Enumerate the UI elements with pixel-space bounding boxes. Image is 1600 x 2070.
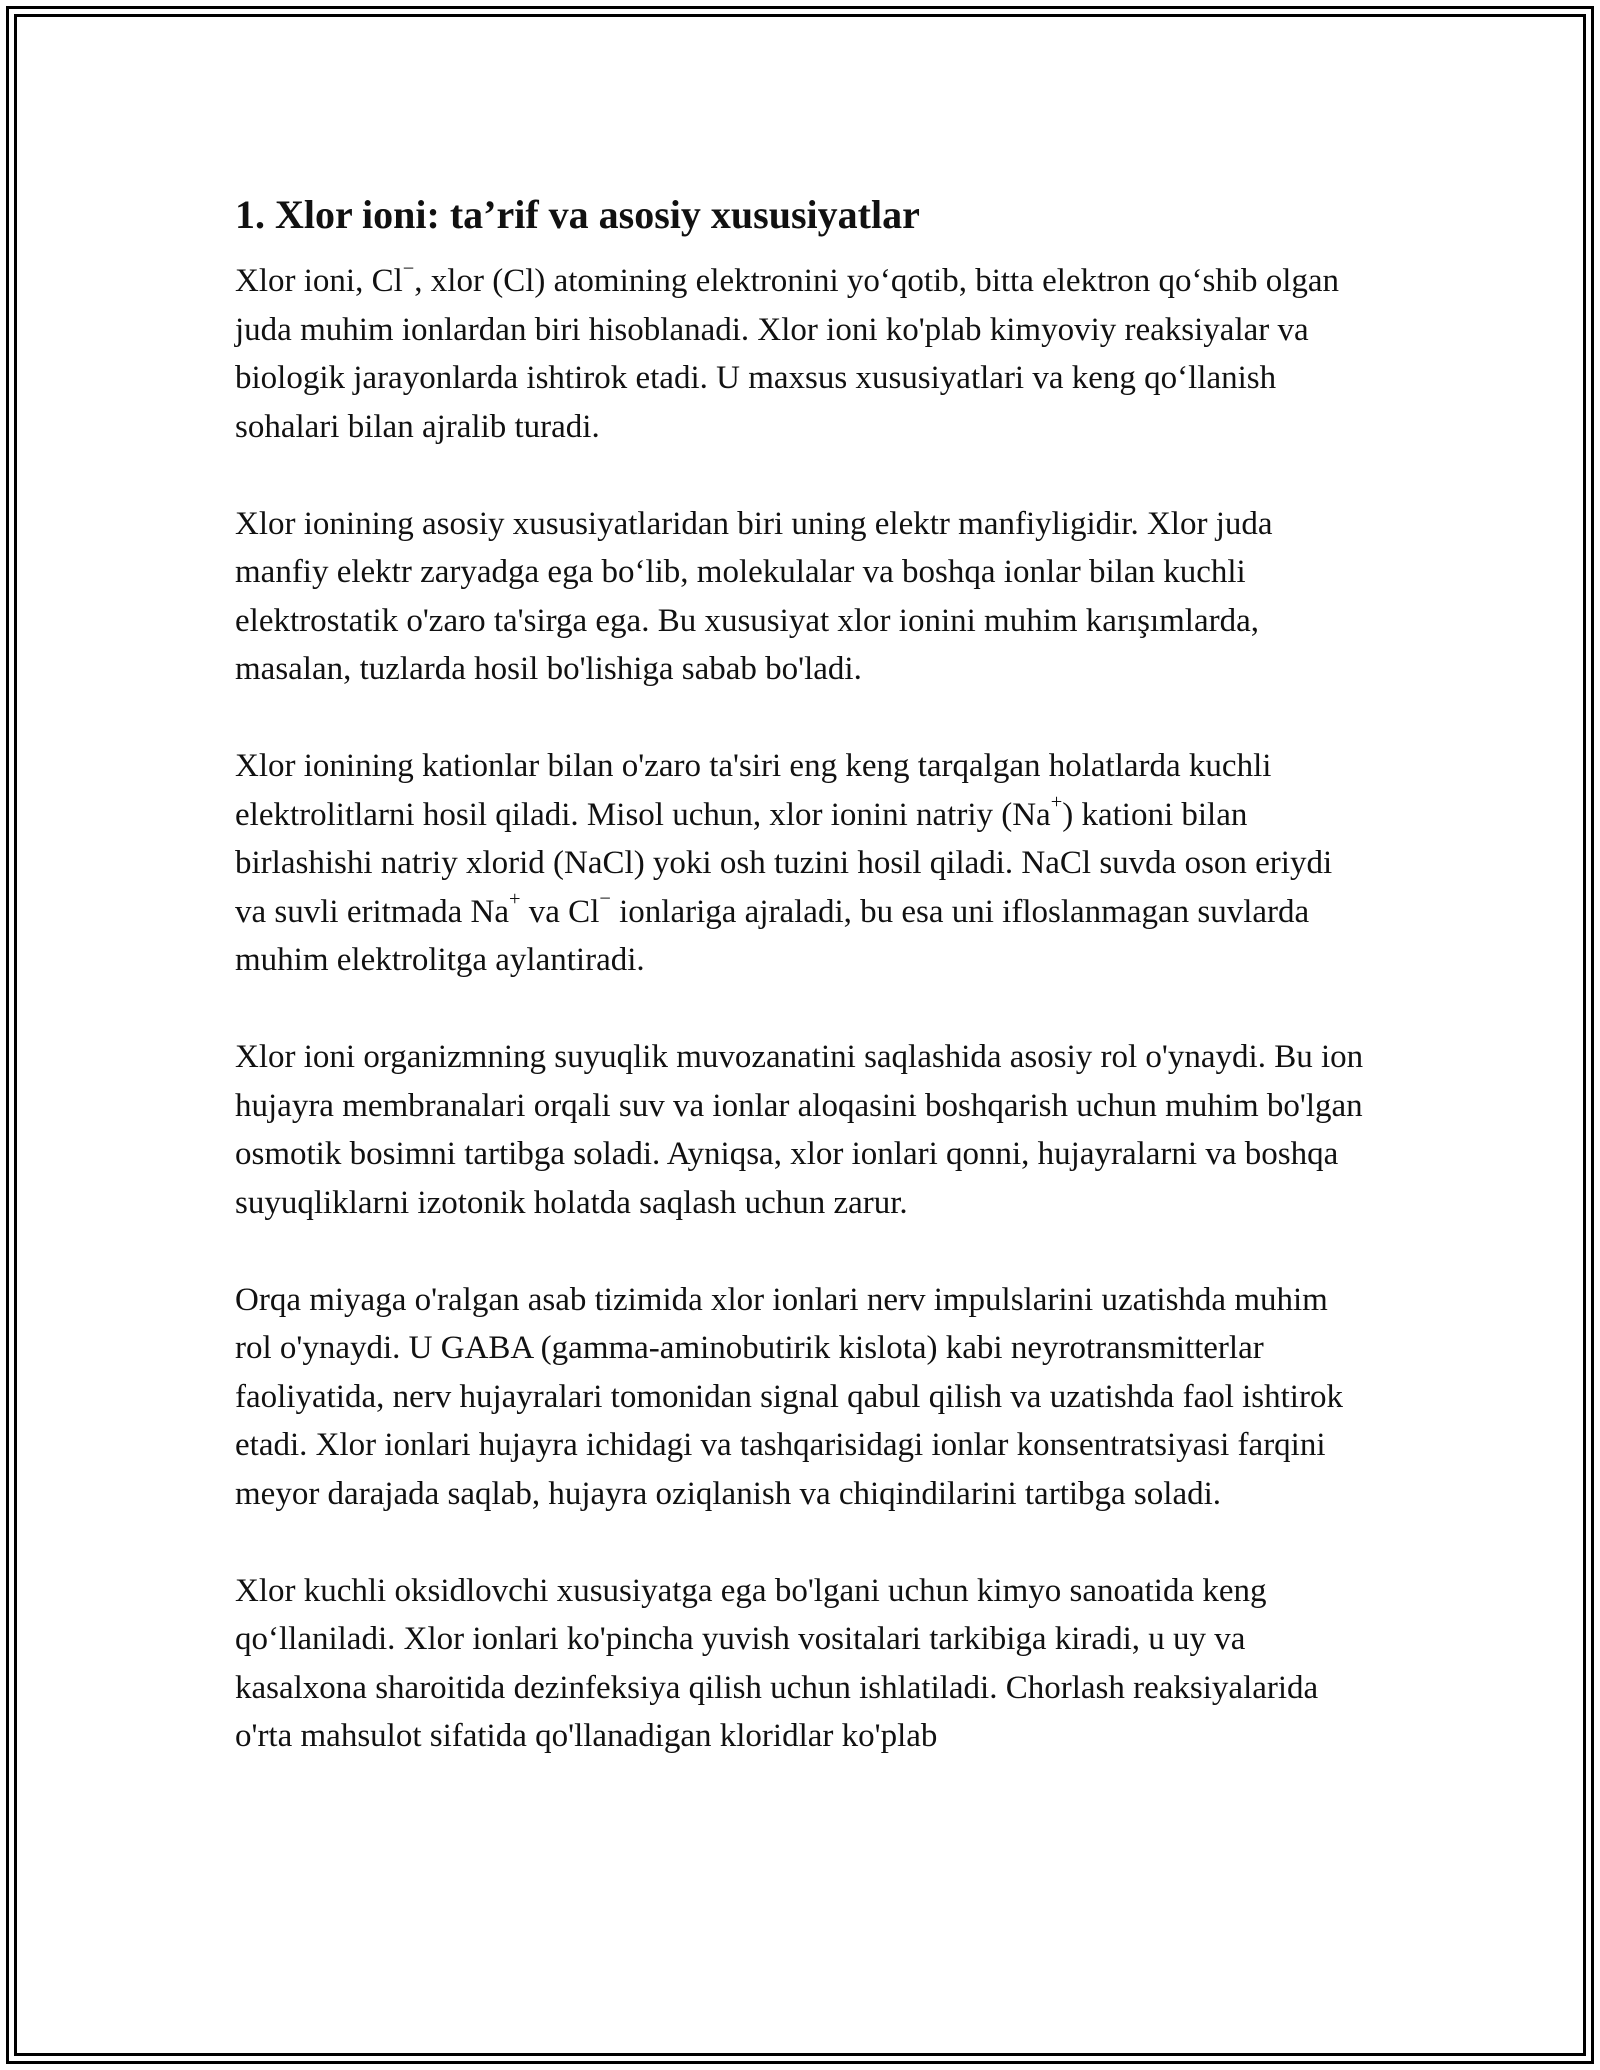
superscript-charge: +: [1050, 791, 1063, 814]
superscript-charge: −: [402, 257, 415, 280]
paragraph-industry: Xlor kuchli oksidlovchi xususiyatga ega bo'lgani uchun kimyo sanoatida keng qo‘llaniladi. Xlor ionlari ko'pincha yuvish vositalari tarkibiga kiradi, u uy va kasalxona sharoitida dezinfeksiya qilish uchun ishlatiladi. Chorlash reaksiyalarida o'rta mahsulot sifatida qo'llanadigan kloridlar ko'plab: [235, 1572, 1319, 1754]
paragraph-nervous-system: Orqa miyaga o'ralgan asab tizimida xlor ionlari nerv impulslarini uzatishda muhim rol o'ynaydi. U GABA (gamma-aminobutirik kislota) kabi neyrotransmitterlar faoliyatida, nerv hujayralari tomonidan signal qabul qilish va uzatishda faol ishtirok etadi. Xlor ionlari hujayra ichidagi va tashqarisidagi ionlar konsentratsiyasi farqini meyor darajada saqlab, hujayra oziqlanish va chiqindilarini tartibga soladi.: [235, 1281, 1343, 1512]
paragraph-electronegativity: Xlor ionining asosiy xususiyatlaridan biri uning elektr manfiyligidir. Xlor juda manfiy elektr zaryadga ega bo‘lib, molekulalar va boshqa ionlar bilan kuchli elektrostatik o'zaro ta'sirga ega. Bu xususiyat xlor ionini muhim karışımlarda, masalan, tuzlarda hosil bo'lishiga sabab bo'ladi.: [235, 505, 1273, 687]
paragraph-definition: [235, 257, 1365, 451]
section-heading: 1. Xlor ioni: ta’rif va asosiy xususiyatlar: [235, 192, 920, 237]
document-body: [235, 185, 1365, 1809]
paragraph-text: ionlariga ajraladi, bu esa uni ifloslanmagan suvlarda muhim elektrolitga aylantiradi.: [235, 893, 1310, 978]
paragraph-cations: [235, 742, 1365, 985]
paragraph-text: Xlor ioni, Cl: [235, 263, 403, 299]
superscript-charge: −: [599, 888, 611, 911]
paragraph-text: va Cl: [520, 893, 600, 930]
paragraph-text: ) kationi bilan birlashishi natriy xlorid (NaCl) yoki osh tuzini hosil qiladi. NaCl suvda oson eriydi va suvli eritmada Na: [235, 796, 1333, 930]
paragraph-text: , xlor (Cl) atomining elektronini yo‘qotib, bitta elektron qo‘shib olgan juda muhim ionlardan biri hisoblanadi. Xlor ioni ko'plab kimyoviy reaksiyalar va biologik jarayonlarda ishtirok etadi. U maxsus xususiyatlari va keng qo‘llanish sohalari bilan ajralib turadi.: [235, 263, 1340, 445]
paragraph-fluid-balance: Xlor ioni organizmning suyuqlik muvozanatini saqlashida asosiy rol o'ynaydi. Bu ion hujayra membranalari orqali suv va ionlar aloqasini boshqarish uchun muhim bo'lgan osmotik bosimni tartibga soladi. Ayniqsa, xlor ionlari qonni, hujayralarni va boshqa suyuqliklarni izotonik holatda saqlash uchun zarur.: [235, 1039, 1364, 1221]
paragraph-text: Xlor ionining kationlar bilan o'zaro ta'siri eng keng tarqalgan holatlarda kuchli elektrolitlarni hosil qiladi. Misol uchun, xlor ionini natriy (Na: [235, 748, 1272, 833]
superscript-charge: +: [509, 888, 521, 911]
